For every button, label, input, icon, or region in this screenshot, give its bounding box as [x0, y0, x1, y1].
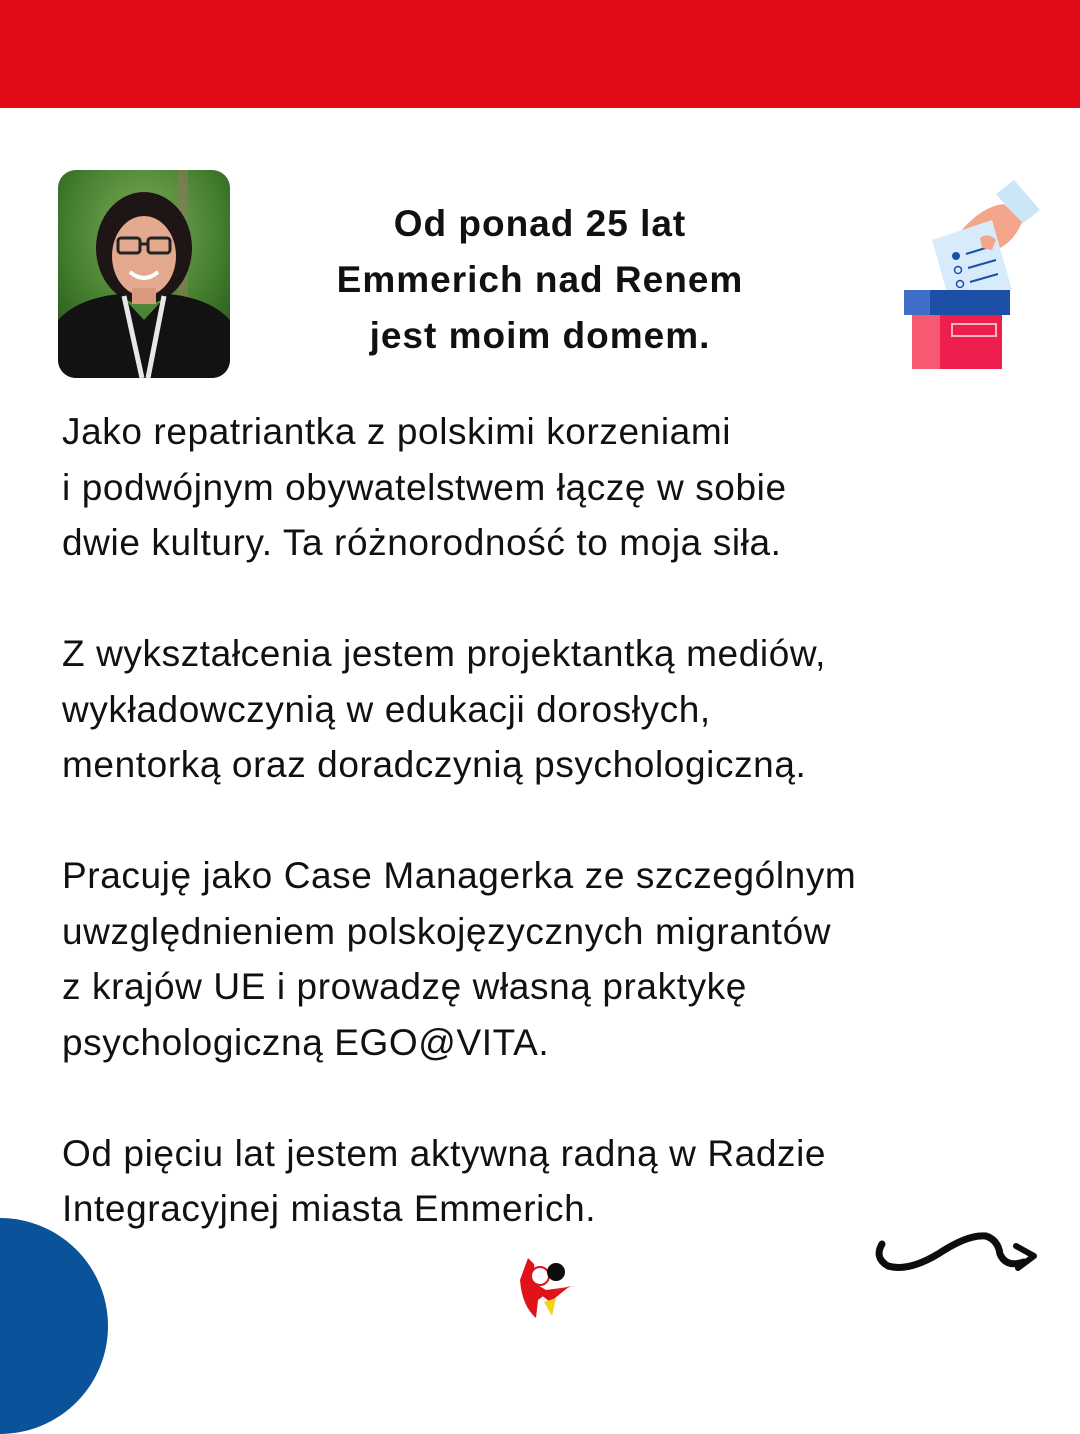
text-line: i podwójnym obywatelstwem łączę w sobie — [62, 466, 787, 508]
paragraph-heritage — [62, 404, 1052, 571]
paragraph-education — [62, 626, 1052, 793]
headline-line: jest moim domem. — [369, 315, 711, 356]
text-line: wykładowczynią w edukacji dorosłych, — [62, 688, 711, 730]
headline-line: Od ponad 25 lat — [393, 203, 687, 244]
swipe-arrow-icon[interactable] — [868, 1218, 1044, 1284]
headline — [270, 196, 810, 364]
text-line: dwie kultury. Ta różnorodność to moja siła. — [62, 522, 782, 563]
text-line: Jako repatriantka z polskimi korzeniami — [62, 411, 732, 452]
portrait-image — [58, 170, 230, 378]
top-red-banner — [0, 0, 1080, 108]
paragraph-work — [62, 848, 1052, 1070]
text-line: z krajów UE i prowadzę własną praktykę — [62, 966, 747, 1007]
headline-line: Emmerich nad Renem — [336, 259, 744, 300]
ballot-box-icon — [896, 176, 1044, 372]
text-line: psychologiczną EGO@VITA. — [62, 1021, 550, 1063]
portrait-photo — [58, 170, 230, 378]
text-line: Od pięciu lat jestem aktywną radną w Radzie — [62, 1132, 827, 1174]
integration-council-logo — [510, 1250, 590, 1322]
text-line: Pracuję jako Case Managerka ze szczególnym — [62, 855, 857, 896]
text-line: mentorką oraz doradczynią psychologiczną. — [62, 744, 807, 785]
text-line: Z wykształcenia jestem projektantką mediów, — [62, 633, 827, 674]
text-line: uwzględnieniem polskojęzycznych migrantów — [62, 910, 832, 952]
bio-text — [62, 404, 1052, 1292]
text-line: Integracyjnej miasta Emmerich. — [62, 1188, 597, 1229]
